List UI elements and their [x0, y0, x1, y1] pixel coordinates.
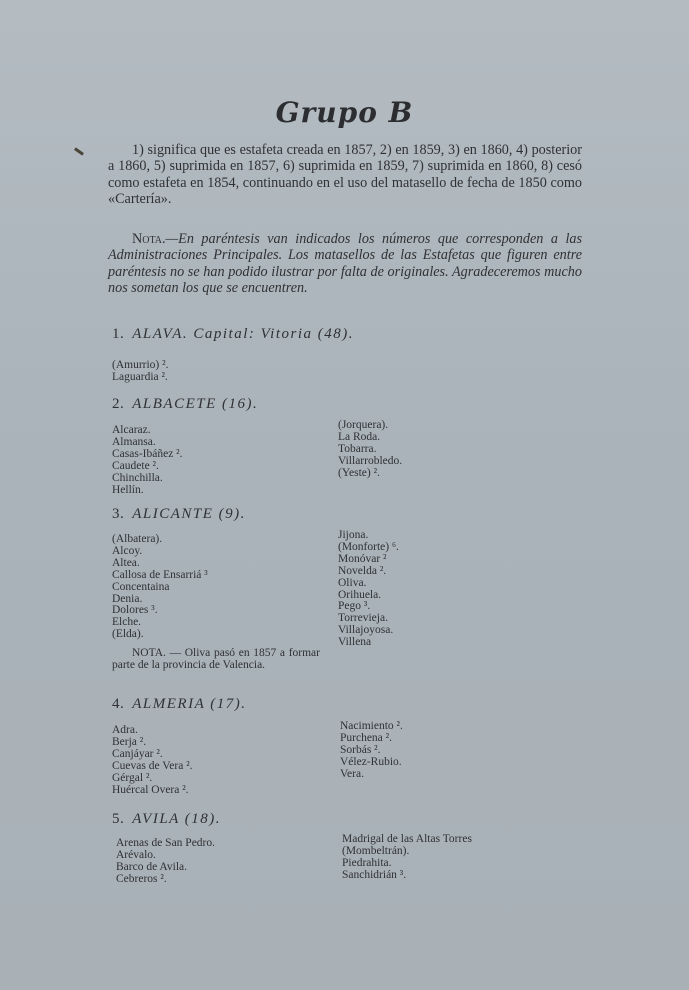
list-item: Jijona. [338, 529, 369, 541]
stain-mark [74, 147, 84, 155]
list-item: (Yeste) ². [338, 466, 380, 479]
list-item: Hellín. [112, 483, 144, 496]
list-item: Laguardia ². [112, 370, 168, 383]
list-avila-col1 [116, 838, 215, 886]
list-item: Tobarra. [338, 442, 377, 455]
list-item: Barco de Avila. [116, 860, 187, 873]
list-albacete-col1 [112, 425, 183, 496]
list-item: Elche. [112, 616, 142, 629]
list-item: (Albatera). [112, 533, 163, 545]
province-heading-almeria [112, 696, 246, 713]
list-item: Villajoyosa. [338, 624, 394, 637]
list-item: (Jorquera). [338, 419, 389, 431]
list-item: Concentaina [112, 580, 170, 593]
list-alicante-col1 [112, 534, 208, 641]
province-number: 5. [112, 811, 125, 827]
page-title: Grupo B [275, 96, 414, 129]
list-item: Sanchidrián ³. [342, 868, 407, 881]
list-item: Sorbás ². [340, 743, 381, 756]
list-item: Piedrahita. [342, 856, 392, 869]
list-item: Arévalo. [116, 848, 156, 861]
list-item: Denia. [112, 592, 143, 605]
list-alicante-col2 [338, 530, 399, 649]
list-almeria-col2 [340, 721, 403, 781]
nota-text: —En paréntesis van indicados los números que corresponden a las Administraciones Principales. Los matasellos de las Estafetas que figuren entre paréntesis no se han podido ilustrar por falta de originales. Agradeceremos mucho nos sometan los que se encuentren. [108, 231, 582, 296]
list-item: Cuevas de Vera ². [112, 759, 193, 772]
intro-paragraph: 1) significa que es estafeta creada en 1857, 2) en 1859, 3) en 1860, 4) posterior a 1860, 5) suprimida en 1857, 6) suprimida en 1859, 7) suprimida en 1860, 8) cesó como estafeta en 1854, continuando en el uso del matasello de fecha de 1850 como «Cartería». [108, 142, 582, 207]
list-item: Vélez-Rubio. [340, 755, 402, 768]
list-item: (Monforte) ⁶. [338, 540, 399, 553]
list-item: Cebreros ². [116, 872, 167, 885]
province-heading-albacete [112, 396, 258, 413]
list-item: Altea. [112, 556, 140, 569]
list-item: Arenas de San Pedro. [116, 837, 216, 849]
list-item: Monóvar ² [338, 552, 387, 565]
list-item: Chinchilla. [112, 471, 163, 484]
province-heading-text: ALBACETE (16). [132, 396, 259, 412]
list-item: Callosa de Ensarriá ³ [112, 568, 208, 581]
list-item: Oliva. [338, 576, 367, 589]
province-heading-text: ALMERIA (17). [132, 696, 247, 712]
list-albacete-col2 [338, 420, 402, 480]
list-item: Caudete ². [112, 459, 159, 472]
province-heading-alicante [112, 506, 246, 523]
list-item: Almansa. [112, 435, 156, 448]
list-item: Novelda ². [338, 564, 387, 577]
list-item: Vera. [340, 767, 364, 780]
list-item: (Elda). [112, 628, 144, 641]
province-number: 1. [112, 326, 125, 342]
list-item: Casas-Ibáñez ². [112, 447, 183, 460]
list-item: (Amurrio) ². [112, 359, 169, 371]
list-item: Alcoy. [112, 544, 143, 557]
province-heading-alava [112, 326, 354, 343]
list-avila-col2 [342, 834, 472, 882]
list-item: Huércal Overa ². [112, 783, 189, 796]
list-item: Gérgal ². [112, 771, 153, 784]
province-heading-text: ALAVA. Capital: Vitoria (48). [132, 326, 355, 342]
list-item: Canjáyar ². [112, 747, 163, 760]
list-item: Adra. [112, 724, 138, 736]
province-heading-avila [112, 811, 221, 828]
list-item: Alcaraz. [112, 424, 151, 436]
nota-paragraph [108, 231, 582, 296]
province-heading-text: ALICANTE (9). [132, 506, 246, 522]
list-item: (Mombeltrán). [342, 844, 410, 857]
province-number: 4. [112, 696, 125, 712]
list-item: Pego ³. [338, 600, 371, 613]
list-item: Dolores ³. [112, 604, 158, 617]
province-heading-text: AVILA (18). [132, 811, 222, 827]
list-item: Nacimiento ². [340, 720, 403, 732]
list-alava-col1 [112, 360, 168, 384]
list-item: La Roda. [338, 430, 381, 443]
list-item: Berja ². [112, 735, 147, 748]
nota-lead: Nota. [132, 231, 166, 247]
list-almeria-col1 [112, 725, 193, 796]
list-item: Purchena ². [340, 731, 392, 744]
list-item: Villena [338, 636, 372, 649]
list-item: Orihuela. [338, 588, 382, 601]
list-item: Madrigal de las Altas Torres [342, 833, 472, 845]
province-number: 2. [112, 396, 125, 412]
alicante-note: NOTA. — Oliva pasó en 1857 a formar parte de la provincia de Valencia. [112, 647, 320, 671]
list-item: Villarrobledo. [338, 454, 403, 467]
province-number: 3. [112, 506, 125, 522]
list-item: Torrevieja. [338, 612, 388, 625]
